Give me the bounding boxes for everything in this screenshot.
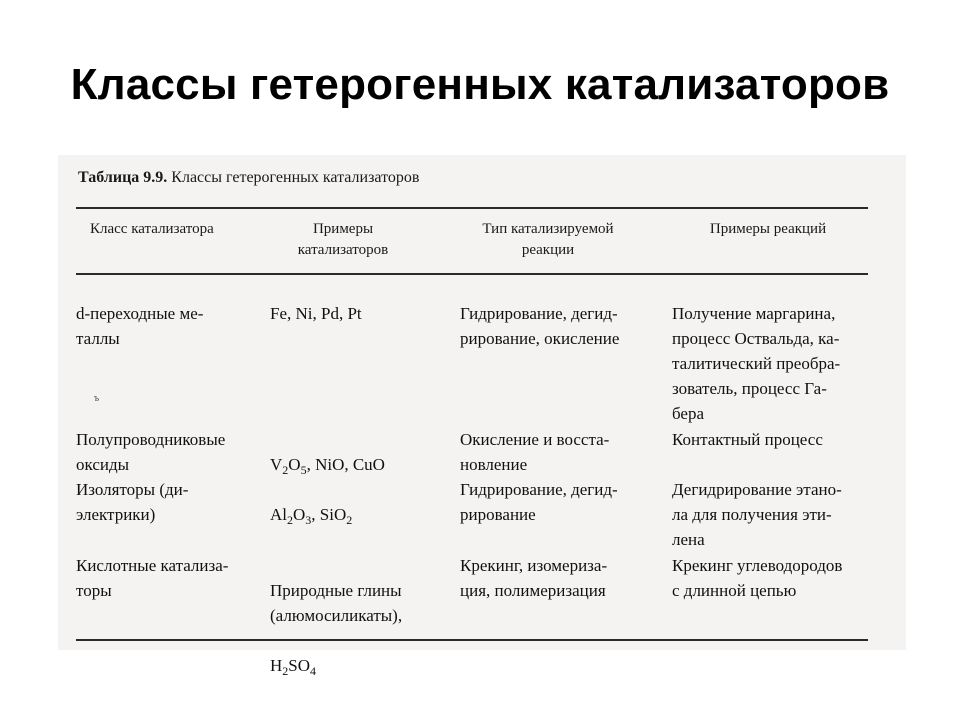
column-header-reaction-type: Тип катализируемой реакции bbox=[482, 221, 614, 258]
scan-artifact-mark: ъ bbox=[94, 393, 100, 404]
table-cell-examples: Fe, Ni, Pd, Pt bbox=[270, 304, 362, 323]
table-caption bbox=[78, 169, 419, 187]
table-cell-examples: $Al_2O_3$, SiO$_2$ bbox=[270, 505, 353, 527]
table-cell-reactions: Дегидрирование этано- ла для получения эти- лена bbox=[672, 480, 842, 549]
table-cell-reaction-type: Гидрирование, дегид- рирование, окисление bbox=[460, 304, 620, 348]
table-cell-class: d-переходные ме- таллы bbox=[76, 304, 204, 348]
column-header-examples: Примеры катализаторов bbox=[297, 221, 389, 258]
table-cell-reactions: Крекинг углеводородов с длинной цепью bbox=[672, 556, 843, 600]
table-cell-examples: Природные глины (алюмосиликаты), $H_2SO_4$ bbox=[270, 581, 403, 678]
table-header-rule bbox=[76, 273, 868, 275]
table-cell-class: Полупроводниковые оксиды bbox=[76, 430, 226, 474]
table-caption-label: Таблица 9.9. bbox=[78, 169, 168, 186]
table-cell-examples: $V_2O_5$, NiO, CuO bbox=[270, 455, 385, 477]
table-cell-reaction-type: Гидрирование, дегид- рирование bbox=[460, 480, 618, 524]
column-header-reactions: Примеры реакций bbox=[709, 221, 827, 237]
table-scan bbox=[58, 155, 906, 678]
table-top-rule bbox=[76, 207, 868, 209]
table-cell-reaction-type: Крекинг, изомериза- ция, полимеризация bbox=[460, 556, 608, 600]
table-cell-reaction-type: Окисление и восста- новление bbox=[460, 430, 610, 474]
column-header-class: Класс катализатора bbox=[90, 221, 214, 237]
table-cell-reactions: Получение маргарина, процесс Оствальда, ка- талитический преобра- зователь, процесс Га- бера bbox=[672, 304, 841, 423]
table-cell-reactions: Контактный процесс bbox=[672, 430, 823, 449]
table-caption-text: Классы гетерогенных катализаторов bbox=[171, 169, 420, 186]
table-cell-class: Изоляторы (ди- электрики) bbox=[76, 480, 189, 524]
slide-title: Классы гетерогенных катализаторов bbox=[70, 60, 890, 109]
table-bottom-rule bbox=[76, 639, 868, 641]
table-cell-class: Кислотные катализа- торы bbox=[76, 556, 229, 600]
